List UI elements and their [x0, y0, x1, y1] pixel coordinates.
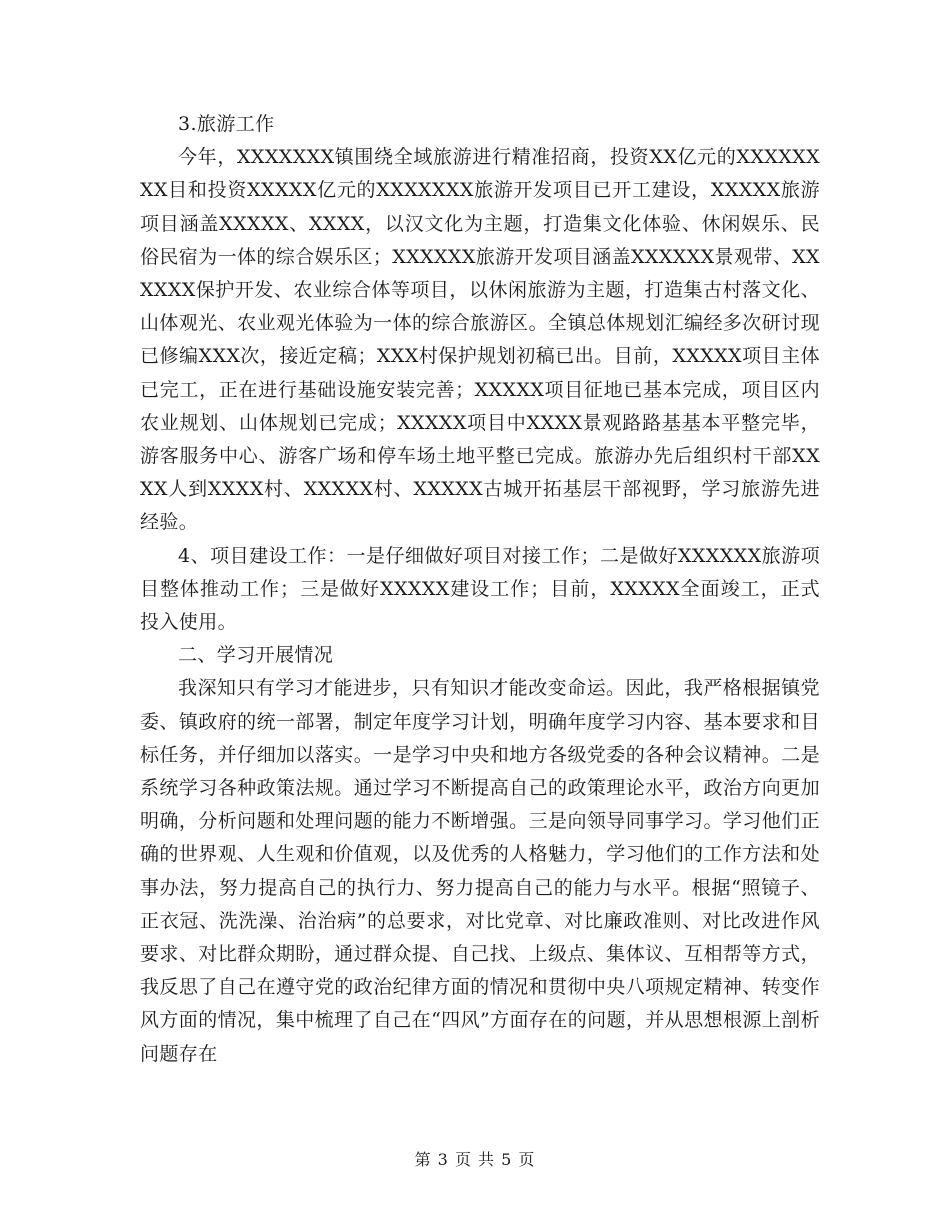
paragraph-tourism: 今年，XXXXXXX镇围绕全域旅游进行精准招商，投资XX亿元的XXXXXXXX目和投资XXXXX亿元的XXXXXXX旅游开发项目已开工建设，XXXXX旅游项目涵盖XXXXX、XXXX，以汉文化为主题，打造集文化体验、休闲娱乐、民俗民宿为一体的综合娱乐区；XXXXXX旅游开发项目涵盖XXXXXX景观带、XXXXXX保护开发、农业综合体等项目，以休闲旅游为主题，打造集古村落文化、山体观光、农业观光体验为一体的综合旅游区。全镇总体规划汇编经多次研讨现已修编XXX次，接近定稿；XXX村保护规划初稿已出。目前，XXXXX项目主体已完工，正在进行基础设施安装完善；XXXXX项目征地已基本完成，项目区内农业规划、山体规划已完成；XXXXX项目中XXXX景观路路基基本平整完毕，游客服务中心、游客广场和停车场土地平整已完成。旅游办先后组织村干部XXXX人到XXXX村、XXXXX村、XXXXX古城开拓基层干部视野，学习旅游先进经验。 [140, 146, 820, 534]
document-body [140, 108, 820, 1071]
paragraph-study: 我深知只有学习才能进步，只有知识才能改变命运。因此，我严格根据镇党委、镇政府的统一部署，制定年度学习计划，明确年度学习内容、基本要求和目标任务，并仔细加以落实。一是学习中央和地方各级党委的各种会议精神。二是系统学习各种政策法规。通过学习不断提高自己的政策理论水平，政治方向更加明确，分析问题和处理问题的能力不断增强。三是向领导同事学习。学习他们正确的世界观、人生观和价值观，以及优秀的人格魅力，学习他们的工作方法和处事办法，努力提高自己的执行力、努力提高自己的能力与水平。根据“照镜子、正衣冠、洗洗澡、治治病”的总要求，对比党章、对比廉政准则、对比改进作风要求、对比群众期盼，通过群众提、自己找、上级点、集体议、互相帮等方式，我反思了自己在遵守党的政治纪律方面的情况和贯彻中央八项规定精神、转变作风方面的情况，集中梳理了自己在“四风”方面存在的问题，并从思想根源上剖析问题存在 [140, 677, 820, 1065]
section-heading-tourism: 3.旅游工作 [178, 113, 275, 135]
page-number-footer: 第 3 页 共 5 页 [414, 1150, 536, 1169]
section-heading-study: 二、学习开展情况 [178, 644, 334, 667]
paragraph-projects: 4、项目建设工作：一是仔细做好项目对接工作；二是做好XXXXXX旅游项目整体推动工作；三是做好XXXXX建设工作；目前，XXXXX全面竣工，正式投入使用。 [140, 544, 820, 634]
